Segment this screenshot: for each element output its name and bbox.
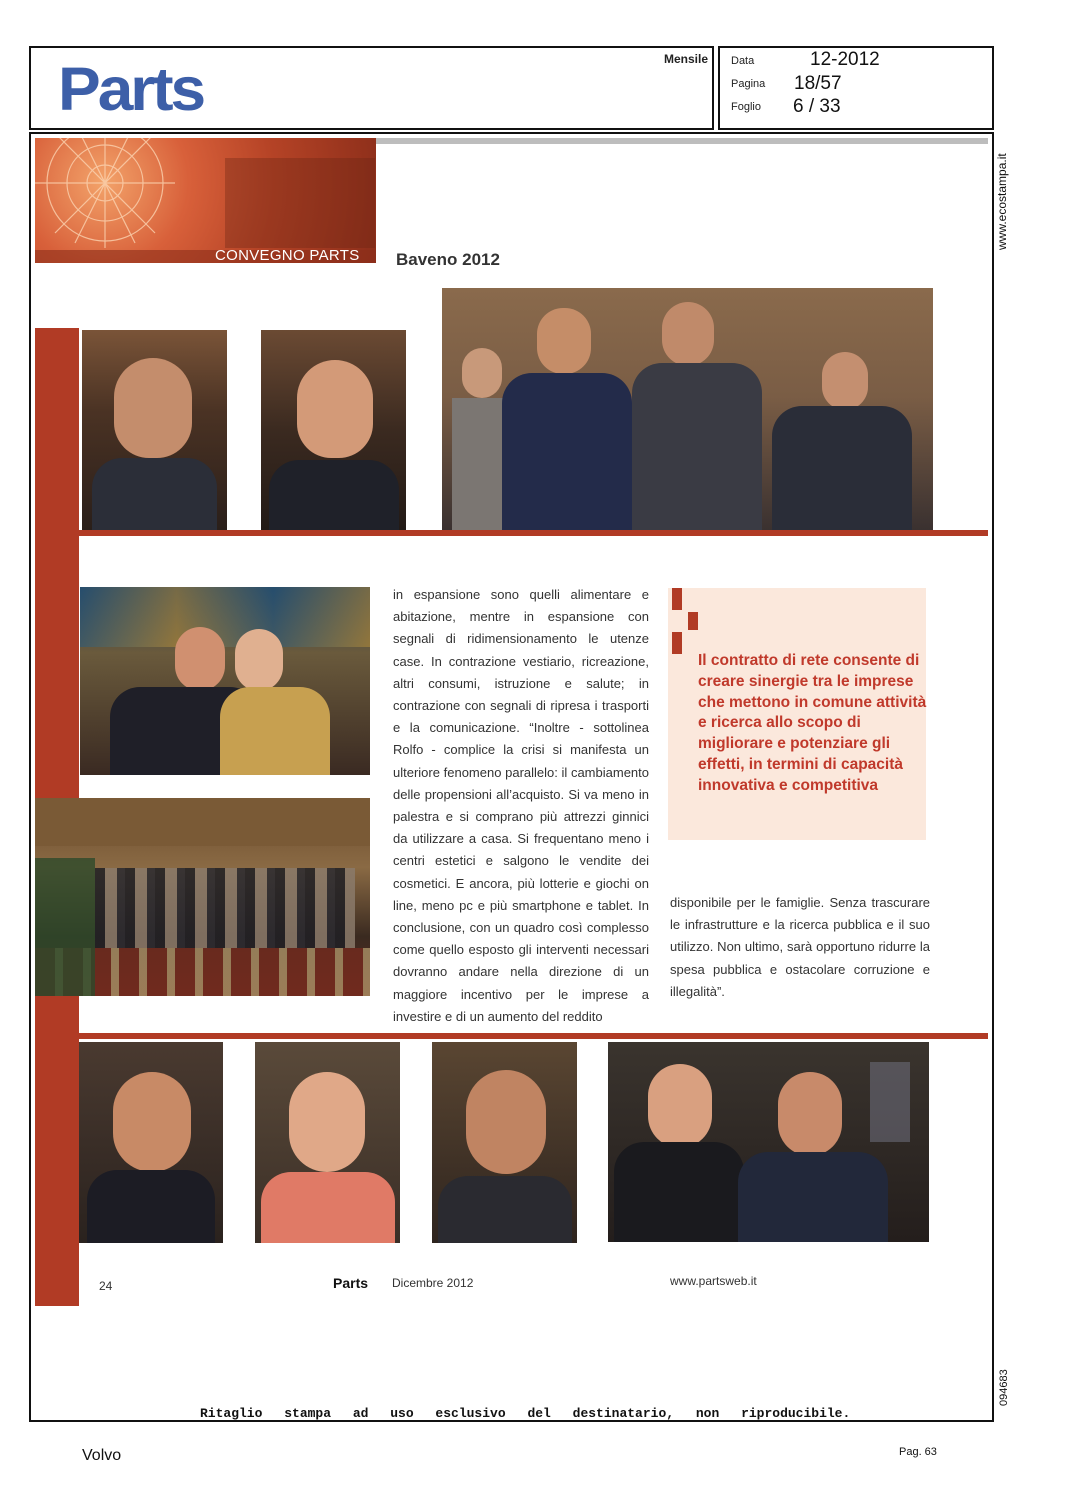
top-rule: [376, 138, 988, 144]
quote-mark-3: [672, 632, 682, 654]
photo-portrait-5: [432, 1042, 577, 1243]
photo-group-2: [608, 1042, 929, 1242]
lower-rule: [79, 1033, 988, 1039]
photo-group-1: [442, 288, 933, 530]
section-title: CONVEGNO PARTS: [215, 247, 360, 264]
meta-label-date: Data: [731, 55, 755, 67]
parts-logo: Parts: [58, 54, 204, 124]
meta-label-page: Pagina: [731, 78, 766, 90]
photo-portrait-1: [82, 330, 227, 530]
photo-couple: [80, 587, 370, 775]
quote-mark-2: [688, 612, 698, 630]
photo-hall: [35, 798, 370, 996]
footer-logo: Parts: [333, 1275, 369, 1291]
client-name: Volvo: [82, 1447, 122, 1464]
footer-url: www.partsweb.it: [670, 1274, 757, 1288]
quote-mark-1: [672, 588, 682, 610]
pull-quote: Il contratto di rete consente di creare sinergie tra le imprese che mettono in comune attività e ricerca allo scopo di migliorare e potenziare gli effetti, in termini di capacità innovativa e competitiva: [698, 652, 927, 794]
clipping-notice: Ritaglio stampa ad uso esclusivo del destinatario, non riproducibile.: [200, 1406, 851, 1421]
ecostampa-url: www.ecostampa.it: [995, 153, 1009, 250]
upper-rule: [79, 530, 988, 536]
event-title: Baveno 2012: [396, 250, 500, 269]
frequency-label: Mensile: [664, 52, 709, 66]
footer-date: Dicembre 2012: [392, 1276, 474, 1290]
report-page: Pag. 63: [899, 1446, 937, 1458]
meta-label-sheet: Foglio: [731, 101, 761, 113]
photo-portrait-4: [255, 1042, 400, 1243]
photo-portrait-3: [79, 1042, 223, 1243]
meta-value-page: 18/57: [794, 73, 842, 94]
page-number: 24: [99, 1279, 113, 1293]
clipping-code: 094683: [998, 1369, 1010, 1406]
photo-portrait-2: [261, 330, 406, 530]
globe-pattern-icon: [35, 138, 376, 263]
article-column-2: disponibile per le famiglie. Senza trascurare le infrastrutture e la ricerca pubblica e il suo utilizzo. Non ultimo, sarà opportuno ridurre la spesa pubblica e ostacolare corruzione e illegalità”.: [670, 895, 930, 999]
meta-value-date: 12-2012: [810, 49, 880, 70]
article-column-1: in espansione sono quelli alimentare e abitazione, mentre in espansione con segnali di ridimensionamento le utenze case. In contrazione vestiario, ricreazione, altri consumi, istruzione e salute; in contrazione con segnali di ripresa i trasporti e la comunicazione. “Inoltre - sottolinea Rolfo - complice la crisi si manifesta un ulteriore fenomeno parallelo: il cambiamento delle propensioni all’acquisto. Si va meno in palestra e si comprano più attrezzi ginnici da utilizzare a casa. Si frequentano meno i centri estetici e salgono le vendite dei cosmetici. E ancora, più lotterie e giochi on line, meno pc e più smartphone e tablet. In conclusione, con un quadro così complesso come quello esposto gli interventi necessari dovranno andare nella direzione di un maggiore incentivo per le imprese a investire e di un aumento del reddito: [393, 587, 649, 1024]
meta-value-sheet: 6 / 33: [793, 96, 841, 117]
section-banner: [35, 138, 376, 263]
